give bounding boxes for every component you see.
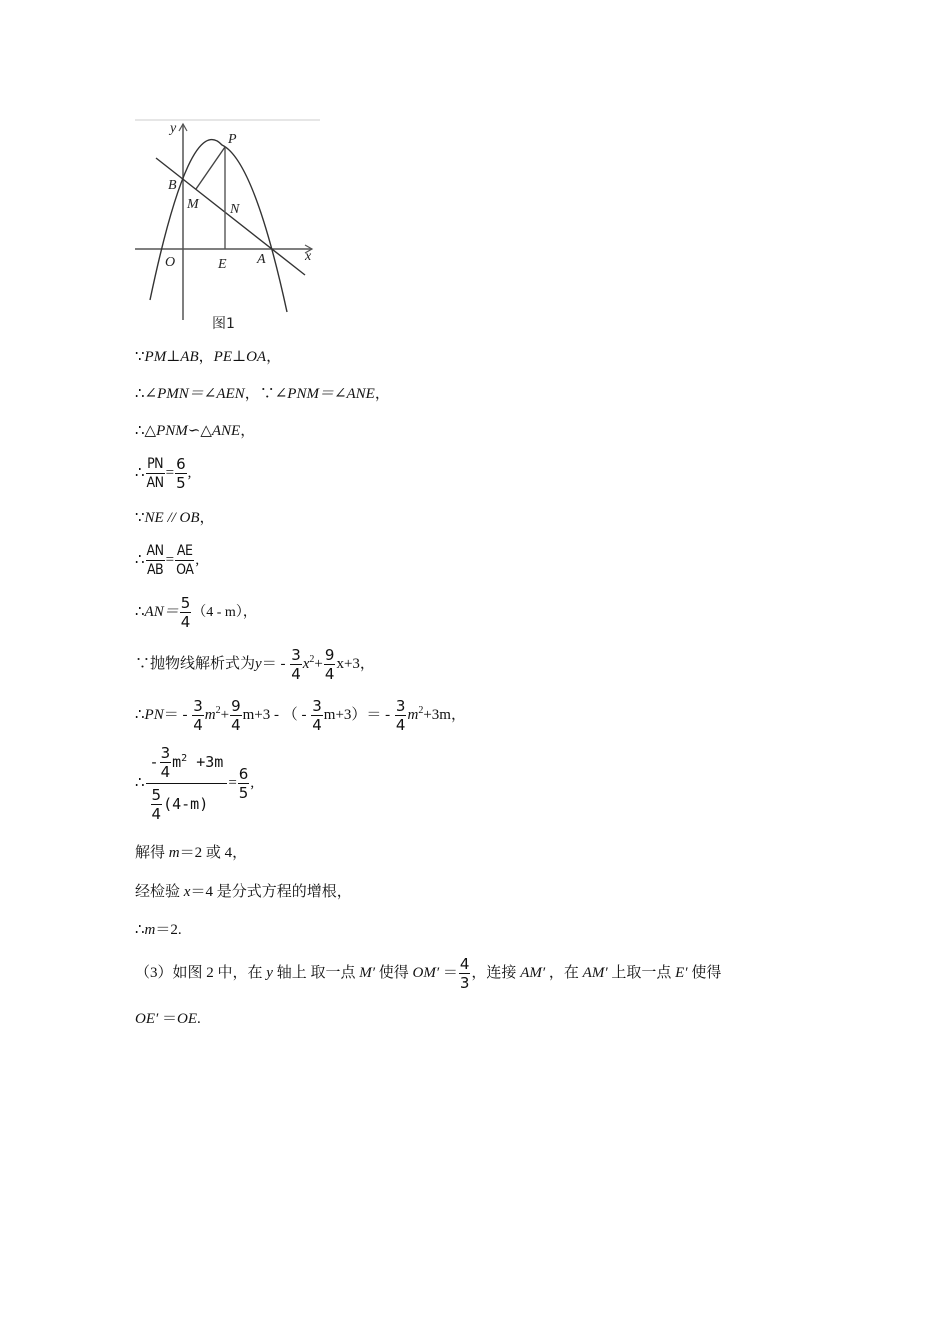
svg-text:N: N — [230, 202, 240, 217]
proof-line-12: 经检验 x＝4 是分式方程的增根， — [135, 884, 352, 900]
proof-line-6-ratio: ∴ $\frac{AN}{AB}$ = $\frac{AE}{OA}$ , — [135, 543, 200, 578]
svg-text:B: B — [168, 178, 177, 193]
fraction: $\frac{6}{5}$ — [176, 455, 186, 492]
proof-line-13: ∴m＝2. — [135, 922, 182, 938]
fraction: $\frac{3}{4}$ — [193, 697, 203, 734]
fraction: $\frac{3}{4}$ — [160, 744, 171, 781]
svg-text:图1: 图1 — [212, 316, 235, 332]
fraction: $\frac{AN}{AB}$ — [146, 543, 164, 578]
svg-text:O: O — [165, 255, 176, 270]
fraction: $\frac{4}{3}$ — [459, 955, 470, 992]
proof-line-8-parabola: ∵抛物线解析式为y＝ - $\frac{3}{4}$ $x^2+$ $\frac{9}{4}$ x+3， — [135, 646, 375, 683]
svg-text:M: M — [187, 197, 199, 212]
fraction: $\frac{AE}{OA}$ — [176, 543, 194, 578]
fraction: $\frac{3}{4}$ — [291, 646, 301, 683]
fraction: $\frac{6}{5}$ — [238, 765, 249, 802]
proof-line-1: ∵PM⊥AB，PE⊥OA， — [135, 349, 282, 365]
fraction: $\frac{9}{4}$ — [231, 697, 241, 734]
svg-text:y: y — [170, 121, 177, 136]
proof-line-9-pn: ∴PN＝ - $\frac{3}{4}$ $m^2+$ $\frac{9}{4}$ m+3 - （ - $\frac{3}{4}$ m+3）＝ - $\frac{3}{4}$ $m^2+3m$， — [135, 697, 466, 734]
figure-1 — [133, 116, 323, 336]
parabola-diagram — [133, 116, 323, 336]
svg-text:P: P — [228, 132, 237, 147]
fraction: $\frac{5}{4}$ — [151, 786, 162, 823]
complex-fraction: - $\frac{3}{4}$ $m^2 +3m$ $\frac{5}{4}$ (4-m) — [146, 744, 228, 823]
proof-line-7: ∴AN＝ $\frac{5}{4}$ （4 - m）， — [135, 594, 257, 631]
fraction: $\frac{5}{4}$ — [180, 594, 191, 631]
fraction: $\frac{3}{4}$ — [395, 697, 406, 734]
fraction: $\frac{9}{4}$ — [324, 646, 335, 683]
proof-line-5: ∵NE // OB， — [135, 510, 215, 526]
proof-line-4-ratio: ∴ $\frac{PN}{AN}$ = $\frac{6}{5}$ , — [135, 455, 192, 492]
fraction: $\frac{PN}{AN}$ — [146, 456, 164, 491]
svg-text:E: E — [218, 257, 227, 272]
proof-line-11: 解得 m＝2 或 4， — [135, 845, 248, 861]
proof-line-3: ∴△PNM∽△ANE， — [135, 423, 256, 439]
svg-text:x: x — [305, 249, 312, 264]
proof-line-10-equation: ∴ - $\frac{3}{4}$ $m^2 +3m$ $\frac{5}{4}$ (4-m) = $\frac{6}{5}$ , — [135, 744, 255, 823]
proof-line-15: OE′ ＝OE. — [135, 1011, 201, 1027]
proof-line-14-part3: （3）如图 2 中，在 y 轴上 取一点 M′ 使得 OM′ ＝ $\frac{4}{3}$ ，连接 AM′ ，在 AM′ 上取一点 E′ 使得 — [135, 955, 722, 992]
fraction: $\frac{3}{4}$ — [312, 697, 322, 734]
proof-line-2: ∴∠PMN＝∠AEN，∵∠PNM＝∠ANE， — [135, 386, 390, 402]
svg-text:A: A — [257, 252, 266, 267]
